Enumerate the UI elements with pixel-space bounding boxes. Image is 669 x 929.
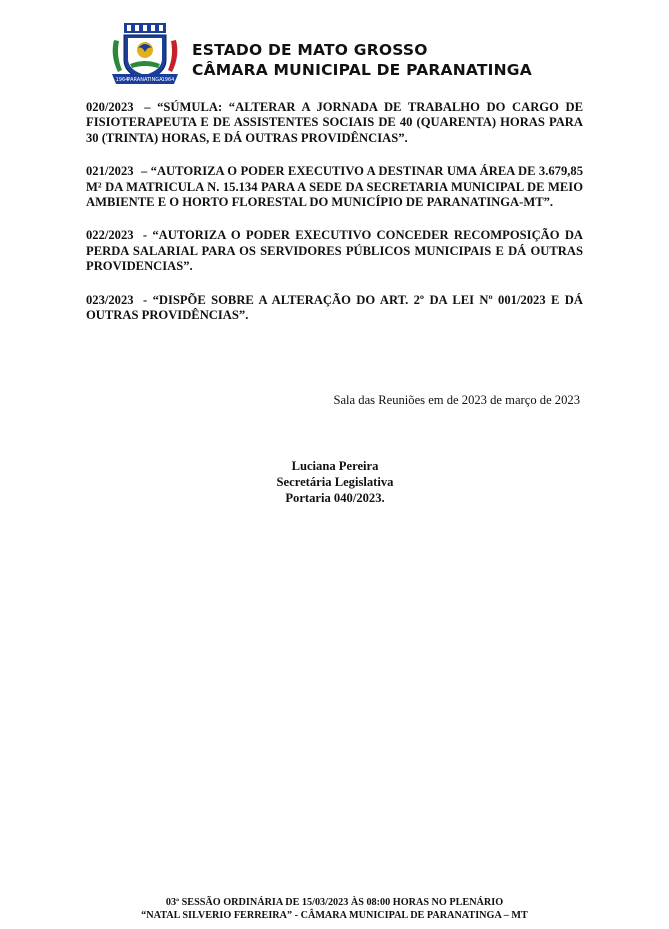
state-name: ESTADO DE MATO GROSSO <box>192 41 428 59</box>
signature-block <box>230 458 440 506</box>
municipal-coat-of-arms-icon <box>108 22 182 88</box>
bill-item-022 <box>86 228 583 274</box>
bill-text: “AUTORIZA O PODER EXECUTIVO CONCEDER RECOMPOSIÇÃO DA PERDA SALARIAL PARA OS SERVIDORES PÚBLICOS MUNICIPAIS E DÁ OUTRAS PROVIDENCIAS”. <box>86 228 584 274</box>
crest-right-year: 1964 <box>161 77 175 83</box>
signatory-portaria: Portaria 040/2023. <box>285 491 385 505</box>
bill-separator: – <box>140 164 148 179</box>
bill-separator: - <box>142 292 148 307</box>
bill-text: “AUTORIZA O PODER EXECUTIVO A DESTINAR UMA ÁREA DE 3.679,85 M² DA MATRICULA N. 15.134 PARA A SEDE DA SECRETARIA MUNICIPAL DE MEIO AMBIENTE E O HORTO FLORESTAL DO MUNICÍPIO DE PARANATINGA-MT”. <box>86 164 583 210</box>
bill-text: “SÚMULA: “ALTERAR A JORNADA DE TRABALHO DO CARGO DE FISIOTERAPEUTA E DE ASSISTENTES SOCIAIS DE 40 (QUARENTA) HORAS PARA 30 (TRINTA) HORAS, E DÁ OUTRAS PROVIDÊNCIAS”. <box>86 100 584 145</box>
bill-number: 021/2023 <box>86 164 134 179</box>
footer-line-session: 03ª SESSÃO ORDINÁRIA DE 15/03/2023 ÀS 08:00 HORAS NO PLENÁRIO <box>165 897 504 908</box>
crest-motto: PARANATINGA <box>127 77 163 83</box>
chamber-name: CÂMARA MUNICIPAL DE PARANATINGA <box>192 61 532 79</box>
bill-number: 023/2023 <box>86 292 134 307</box>
letterhead <box>108 22 588 88</box>
bill-text: “DISPÕE SOBRE A ALTERAÇÃO DO ART. 2º DA LEI Nº 001/2023 E DÁ OUTRAS PROVIDÊNCIAS”. <box>86 292 583 323</box>
session-footer <box>60 896 609 922</box>
bill-list <box>86 100 583 341</box>
signatory-name: Luciana Pereira <box>291 459 379 473</box>
bill-item-020 <box>86 100 583 146</box>
signatory-role: Secretária Legislativa <box>276 475 394 489</box>
footer-line-chamber: “NATAL SILVERIO FERREIRA” - CÂMARA MUNICIPAL DE PARANATINGA – MT <box>141 910 528 921</box>
bill-separator: - <box>142 228 148 243</box>
bill-item-021 <box>86 164 583 210</box>
crest-left-year: 1964 <box>115 77 129 83</box>
bill-number: 022/2023 <box>86 228 134 243</box>
meeting-room-date: Sala das Reuniões em de 2023 de março de 2023 <box>333 393 580 407</box>
letterhead-text <box>192 40 532 80</box>
bill-item-023 <box>86 293 583 324</box>
bill-separator: – <box>144 100 151 114</box>
bill-number: 020/2023 <box>86 100 134 114</box>
